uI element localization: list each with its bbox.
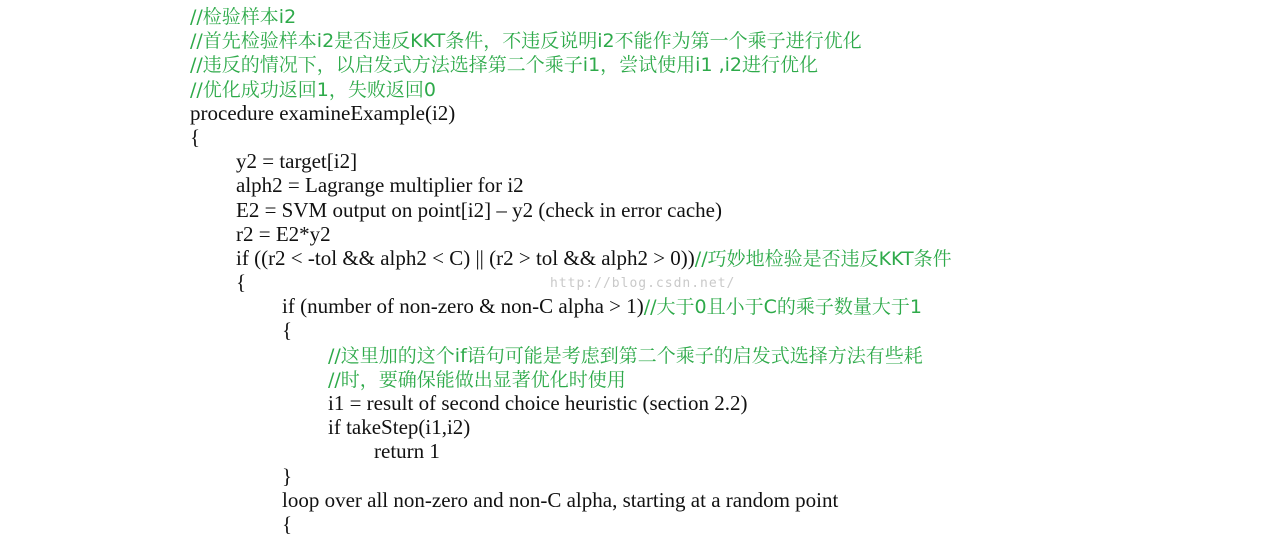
- code-comment: //检验样本i2: [190, 6, 297, 28]
- code-line: [190, 246, 1190, 270]
- code-comment: //优化成功返回1，失败返回0: [190, 78, 436, 101]
- code-line: [190, 198, 1190, 222]
- code-line: [190, 77, 1190, 101]
- code-comment: //这里加的这个if语句可能是考虑到第二个乘子的启发式选择方法有些耗: [328, 344, 923, 367]
- code-line: [190, 391, 1190, 415]
- code-text: if takeStep(i1,i2): [328, 415, 471, 440]
- code-text: E2 = SVM output on point[i2] – y2 (check in error cache): [236, 197, 722, 222]
- code-line: [190, 439, 1190, 463]
- code-line: [190, 149, 1190, 173]
- code-text: {: [236, 270, 247, 295]
- code-line: [190, 4, 1190, 28]
- code-line: [190, 101, 1190, 125]
- code-text: {: [282, 318, 293, 343]
- code-comment: //首先检验样本i2是否违反KKT条件，不违反说明i2不能作为第一个乘子进行优化: [190, 30, 862, 53]
- code-text: }: [282, 463, 293, 488]
- code-line: [190, 512, 1190, 536]
- code-line: [190, 125, 1190, 149]
- code-line: [190, 294, 1190, 318]
- code-text: r2 = E2*y2: [236, 221, 331, 246]
- code-text: if ((r2 < -tol && alph2 < C) || (r2 > tol && alph2 > 0)): [236, 245, 695, 270]
- code-comment: //大于0且小于C的乘子数量大于1: [643, 296, 922, 319]
- code-comment: //巧妙地检验是否违反KKT条件: [694, 247, 952, 270]
- code-text: loop over all non-zero and non-C alpha, starting at a random point: [282, 487, 839, 512]
- code-line: [190, 173, 1190, 197]
- code-line: [190, 415, 1190, 439]
- code-line: [190, 52, 1190, 76]
- code-text: {: [190, 124, 201, 149]
- pseudocode-block: [190, 4, 1190, 536]
- code-text: alph2 = Lagrange multiplier for i2: [236, 173, 524, 198]
- code-text: y2 = target[i2]: [236, 149, 358, 174]
- code-line: [190, 222, 1190, 246]
- code-line: [190, 488, 1190, 512]
- code-text: i1 = result of second choice heuristic (section 2.2): [328, 391, 748, 415]
- code-line: [190, 367, 1190, 391]
- code-line: [190, 464, 1190, 488]
- code-text: if (number of non-zero & non-C alpha > 1): [282, 294, 644, 319]
- code-comment: //时，要确保能做出显著优化时使用: [328, 368, 626, 391]
- code-line: [190, 343, 1190, 367]
- code-line: [190, 318, 1190, 342]
- code-text: {: [282, 511, 293, 536]
- watermark: http://blog.csdn.net/: [550, 276, 736, 291]
- code-comment: //违反的情况下，以启发式方法选择第二个乘子i1，尝试使用i1 ,i2进行优化: [190, 54, 818, 77]
- code-text: procedure examineExample(i2): [190, 100, 456, 125]
- code-text: return 1: [374, 439, 440, 464]
- code-line: [190, 28, 1190, 52]
